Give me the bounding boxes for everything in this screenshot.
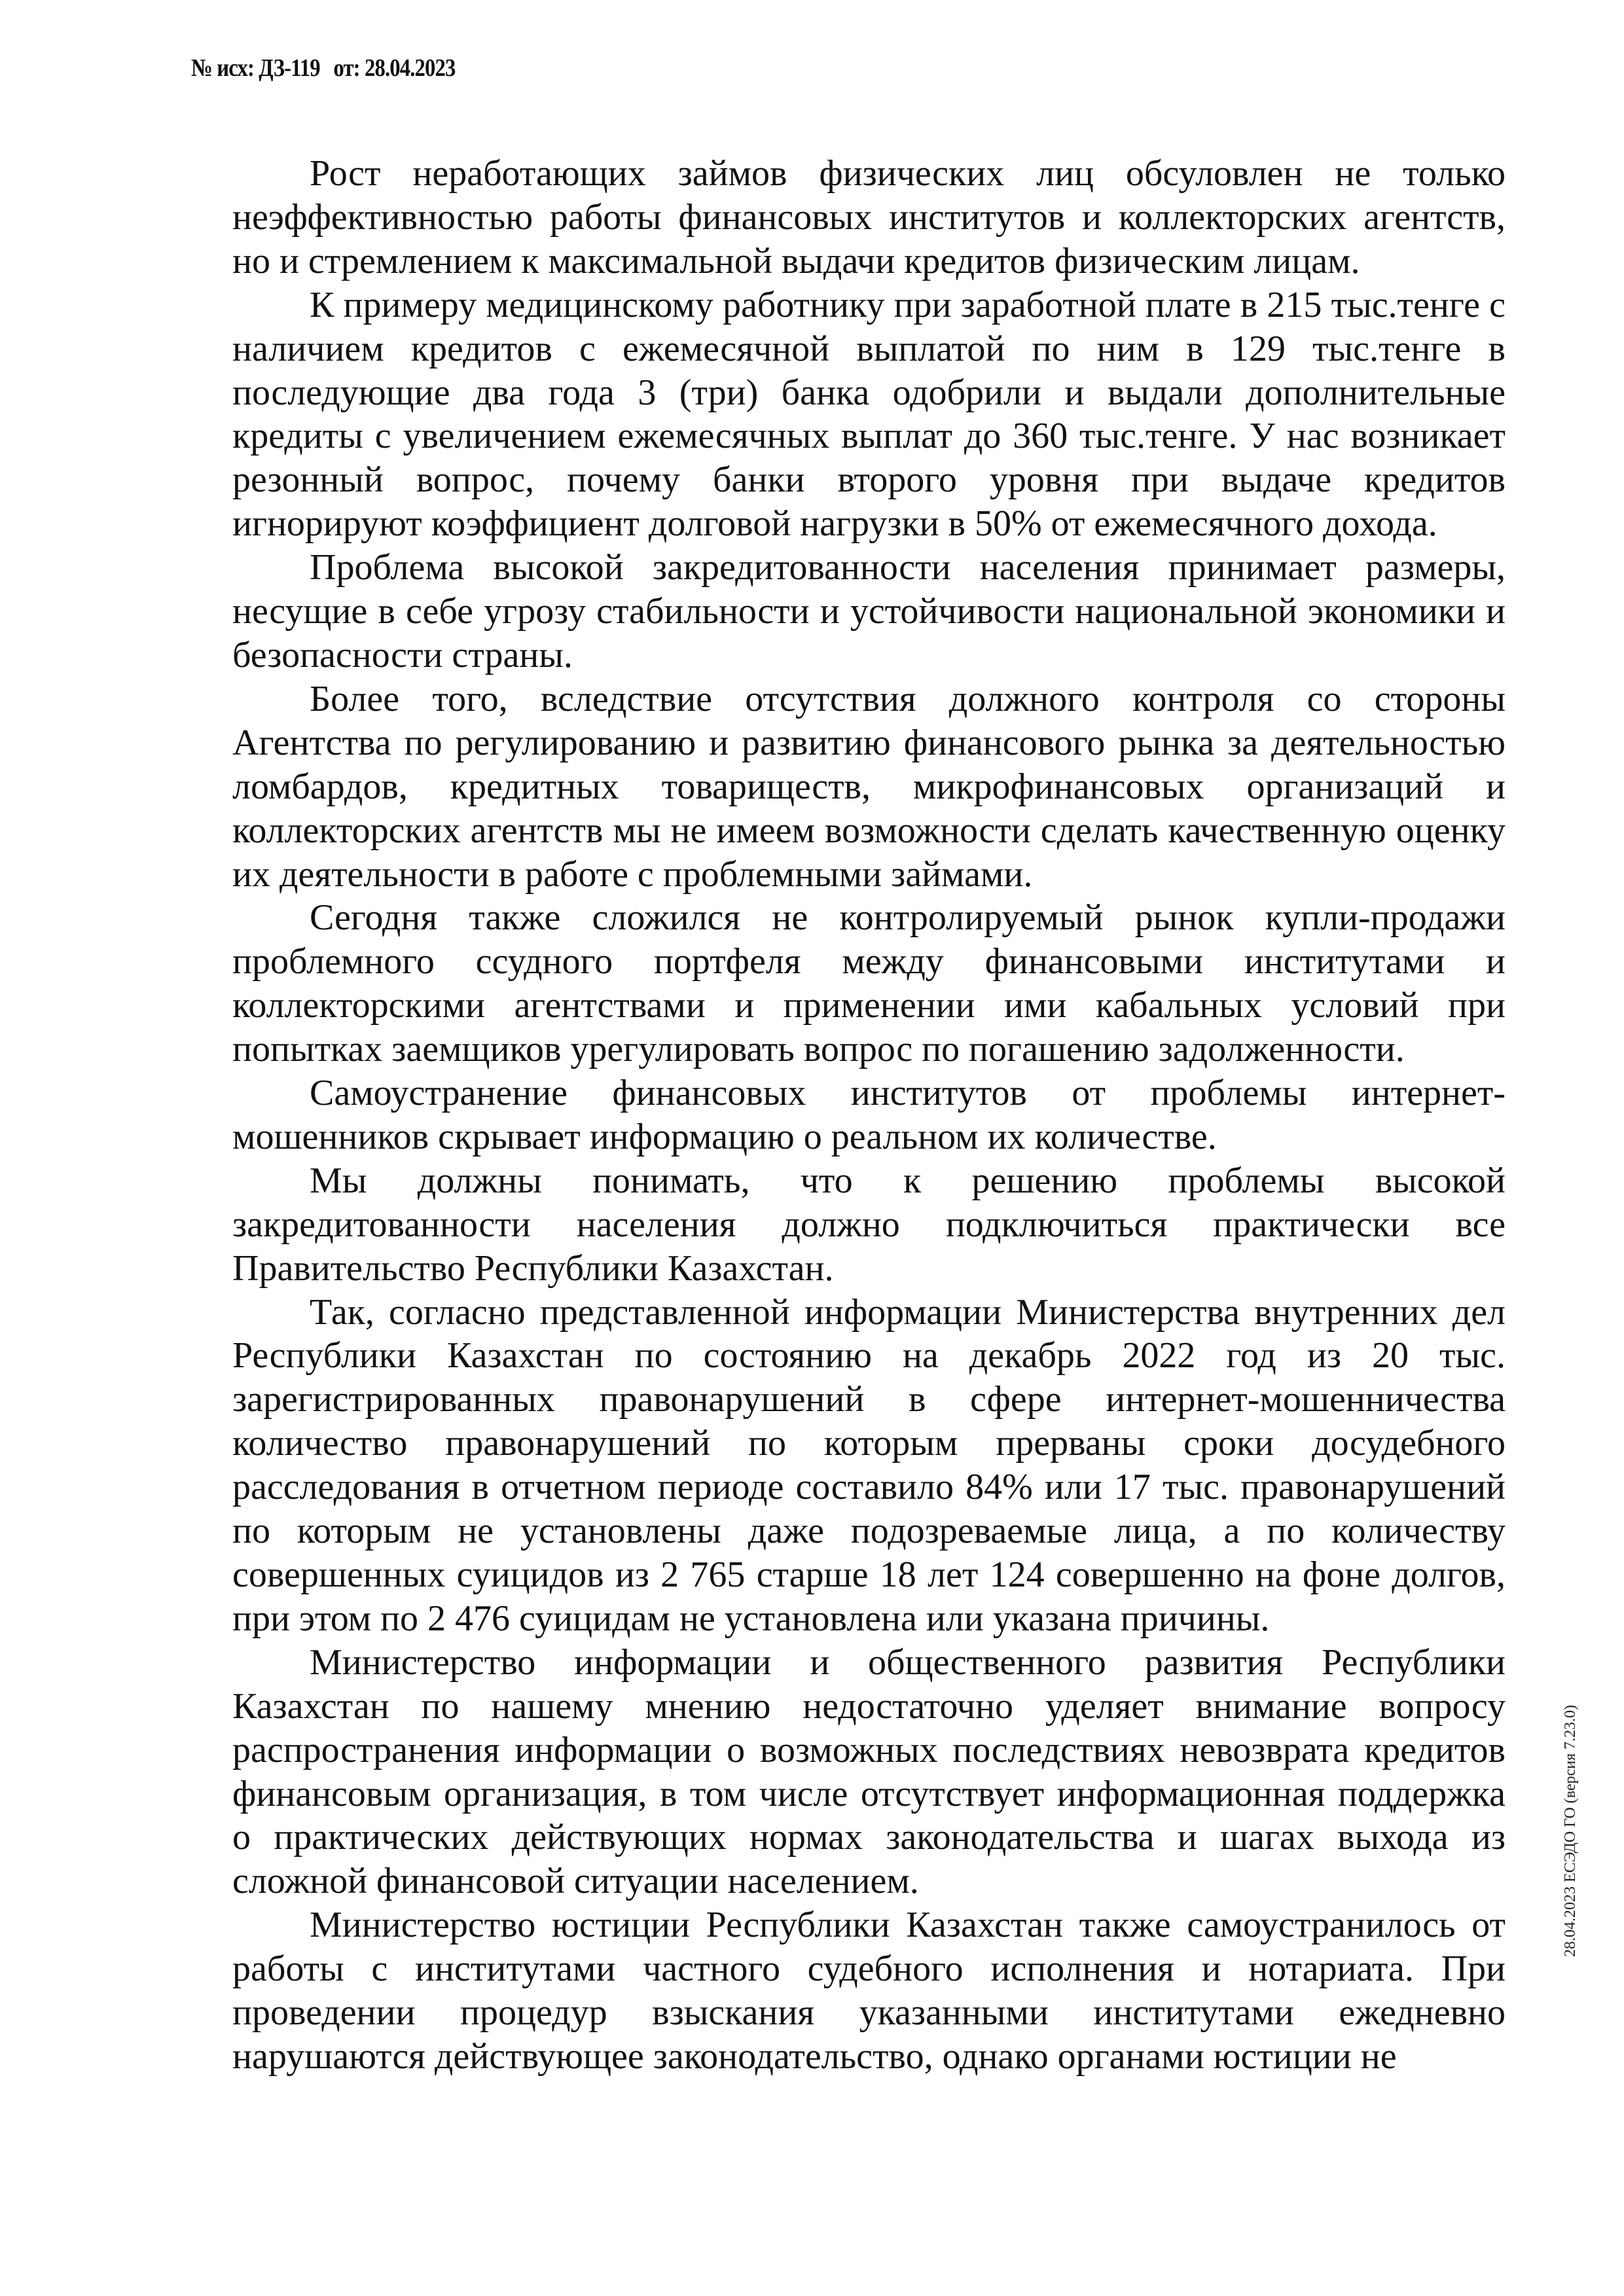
paragraph: Проблема высокой закредитованности населения принимает размеры, несущие в себе угрозу стабильности и устойчивости национальной экономики и безопасности страны. [232,547,1506,675]
paragraph: Так, согласно представленной информации Министерства внутренних дел Республики Казахстан по состоянию на декабрь 2022 год из 20 тыс. зарегистрированных правонарушений в сфере интернет-мошенничества количество правонарушений по которым прерваны сроки досудебного расследования в отчетном периоде составило 84% или 17 тыс. правонарушений по которым не установлены даже подозреваемые лица, а по количеству совершенных суицидов из 2 765 старше 18 лет 124 совершенно на фоне долгов, при этом по 2 476 суицидам не установлена или указана причины. [232,1291,1506,1639]
outgoing-date: от: 28.04.2023 [333,54,456,82]
paragraph: Министерство информации и общественного развития Республики Казахстан по нашему мнению недостаточно уделяет внимание вопросу распространения информации о возможных последствиях невозврата кредитов финансовым организация, в том числе отсутствует информационная поддержка о практических действующих нормах законодательства и шагах выхода из сложной финансовой ситуации населением. [232,1641,1506,1902]
document-body [232,152,1506,2079]
outgoing-number: № исх: ДЗ-119 [191,54,320,82]
paragraph: Более того, вследствие отсутствия должного контроля со стороны Агентства по регулированию и развитию финансового рынка за деятельностью ломбардов, кредитных товариществ, микрофинансовых организаций и коллекторских агентств мы не имеем возможности сделать качественную оценку их деятельности в работе с проблемными займами. [232,678,1506,895]
paragraph: Самоустранение финансовых институтов от проблемы интернет-мошенников скрывает информацию о реальном их количестве. [232,1073,1506,1157]
paragraph: Мы должны понимать, что к решению проблемы высокой закредитованности населения должно подключиться практически все Правительство Республики Казахстан. [232,1160,1506,1289]
edms-side-stamp: 28.04.2023 ЕСЭДО ГО (версия 7.23.0) [1562,1704,1579,1957]
paragraph: К примеру медицинскому работнику при заработной плате в 215 тыс.тенге с наличием кредитов с ежемесячной выплатой по ним в 129 тыс.тенге в последующие два года 3 (три) банка одобрили и выдали дополнительные кредиты с увеличением ежемесячных выплат до 360 тыс.тенге. У нас возникает резонный вопрос, почему банки второго уровня при выдаче кредитов игнорируют коэффициент долговой нагрузки в 50% от ежемесячного дохода. [232,284,1506,545]
outgoing-reference [191,54,455,82]
paragraph: Сегодня также сложился не контролируемый рынок купли-продажи проблемного ссудного портфеля между финансовыми институтами и коллекторскими агентствами и применении ими кабальных условий при попытках заемщиков урегулировать вопрос по погашению задолженности. [232,897,1506,1070]
paragraph: Министерство юстиции Республики Казахстан также самоустранилось от работы с институтами частного судебного исполнения и нотариата. При проведении процедур взыскания указанными институтами ежедневно нарушаются действующее законодательство, однако органами юстиции не [232,1905,1506,2077]
paragraph: Рост неработающих займов физических лиц обсуловлен не только неэффективностью работы финансовых институтов и коллекторских агентств, но и стремлением к максимальной выдачи кредитов физическим лицам. [232,153,1506,281]
